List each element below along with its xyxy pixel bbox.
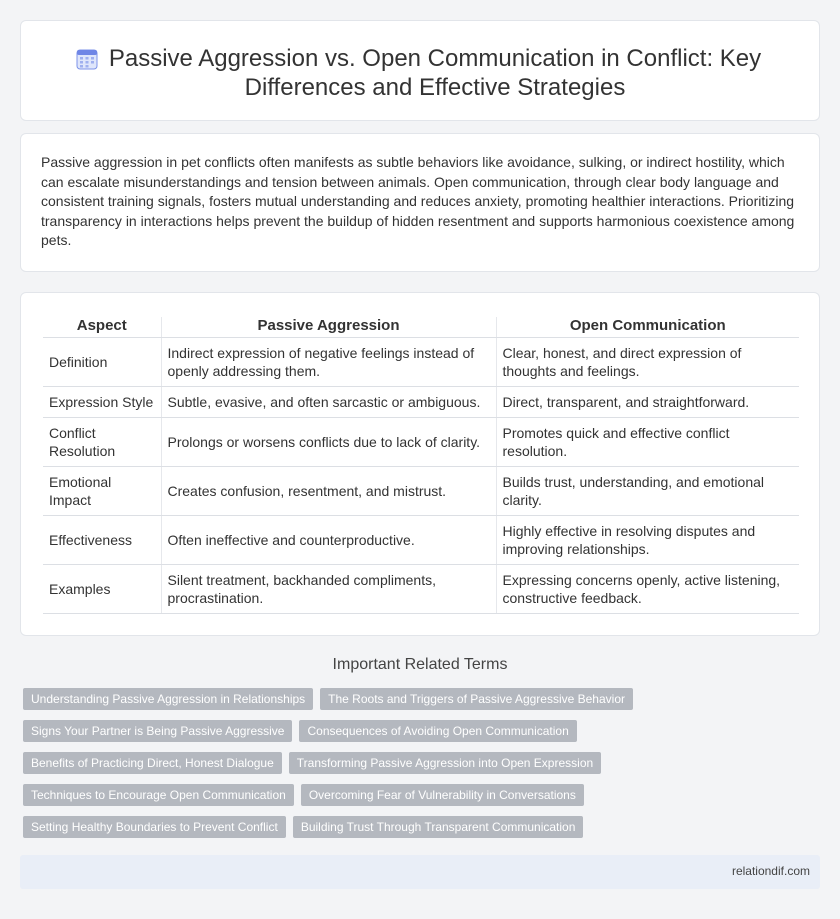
open-cell: Clear, honest, and direct expression of thoughts and feelings. <box>496 337 799 386</box>
aspect-cell: Conflict Resolution <box>43 417 161 466</box>
aspect-cell: Emotional Impact <box>43 466 161 515</box>
table-row <box>43 466 799 515</box>
footer <box>20 855 820 889</box>
related-term-tag[interactable]: The Roots and Triggers of Passive Aggressive Behavior <box>320 688 633 710</box>
passive-cell: Prolongs or worsens conflicts due to lack of clarity. <box>161 417 496 466</box>
passive-cell: Creates confusion, resentment, and mistrust. <box>161 466 496 515</box>
tag-row <box>23 784 803 806</box>
table-row <box>43 337 799 386</box>
intro-paragraph: Passive aggression in pet conflicts often manifests as subtle behaviors like avoidance, sulking, or indirect hostility, which can escalate misunderstandings and tension between animals. Open communication, through clear body language and consistent training signals, fosters mutual understanding and reduces anxiety, promoting healthier interactions. Prioritizing transparency in interactions helps prevent the buildup of hidden resentment and supports harmonious coexistence among pets. <box>41 154 795 248</box>
aspect-cell: Definition <box>43 337 161 386</box>
comparison-card <box>20 292 820 636</box>
table-header-row <box>43 317 799 337</box>
footer-site-link[interactable]: relationdif.com <box>731 864 810 878</box>
related-terms-list <box>23 688 803 848</box>
table-row <box>43 515 799 564</box>
tag-row <box>23 720 803 742</box>
comparison-table <box>43 317 799 614</box>
tag-row <box>23 688 803 710</box>
open-cell: Highly effective in resolving disputes and improving relationships. <box>496 515 799 564</box>
passive-cell: Silent treatment, backhanded compliments, procrastination. <box>161 564 496 613</box>
intro-card <box>20 133 820 272</box>
related-terms-title: Important Related Terms <box>332 656 508 673</box>
aspect-cell: Expression Style <box>43 386 161 417</box>
aspect-cell: Examples <box>43 564 161 613</box>
related-term-tag[interactable]: Understanding Passive Aggression in Relationships <box>23 688 313 710</box>
passive-cell: Often ineffective and counterproductive. <box>161 515 496 564</box>
open-cell: Builds trust, understanding, and emotional clarity. <box>496 466 799 515</box>
aspect-cell: Effectiveness <box>43 515 161 564</box>
related-term-tag[interactable]: Setting Healthy Boundaries to Prevent Conflict <box>23 816 286 838</box>
related-term-tag[interactable]: Techniques to Encourage Open Communication <box>23 784 294 806</box>
related-term-tag[interactable]: Transforming Passive Aggression into Open Expression <box>289 752 601 774</box>
passive-cell: Indirect expression of negative feelings instead of openly addressing them. <box>161 337 496 386</box>
related-term-tag[interactable]: Building Trust Through Transparent Communication <box>293 816 584 838</box>
table-row <box>43 417 799 466</box>
passive-cell: Subtle, evasive, and often sarcastic or ambiguous. <box>161 386 496 417</box>
table-row <box>43 564 799 613</box>
related-term-tag[interactable]: Signs Your Partner is Being Passive Aggressive <box>23 720 292 742</box>
related-term-tag[interactable]: Benefits of Practicing Direct, Honest Dialogue <box>23 752 282 774</box>
table-row <box>43 386 799 417</box>
header-open-communication: Open Communication <box>496 317 799 337</box>
header-card <box>20 20 820 121</box>
open-cell: Promotes quick and effective conflict resolution. <box>496 417 799 466</box>
tag-row <box>23 752 803 774</box>
tag-row <box>23 816 803 838</box>
open-cell: Expressing concerns openly, active listening, constructive feedback. <box>496 564 799 613</box>
header-passive-aggression: Passive Aggression <box>161 317 496 337</box>
related-term-tag[interactable]: Overcoming Fear of Vulnerability in Conversations <box>301 784 584 806</box>
page-title: Passive Aggression vs. Open Communication in Conflict: Key Differences and Effective Strategies <box>108 45 762 101</box>
related-term-tag[interactable]: Consequences of Avoiding Open Communication <box>299 720 576 742</box>
open-cell: Direct, transparent, and straightforward. <box>496 386 799 417</box>
header-aspect: Aspect <box>43 317 161 337</box>
